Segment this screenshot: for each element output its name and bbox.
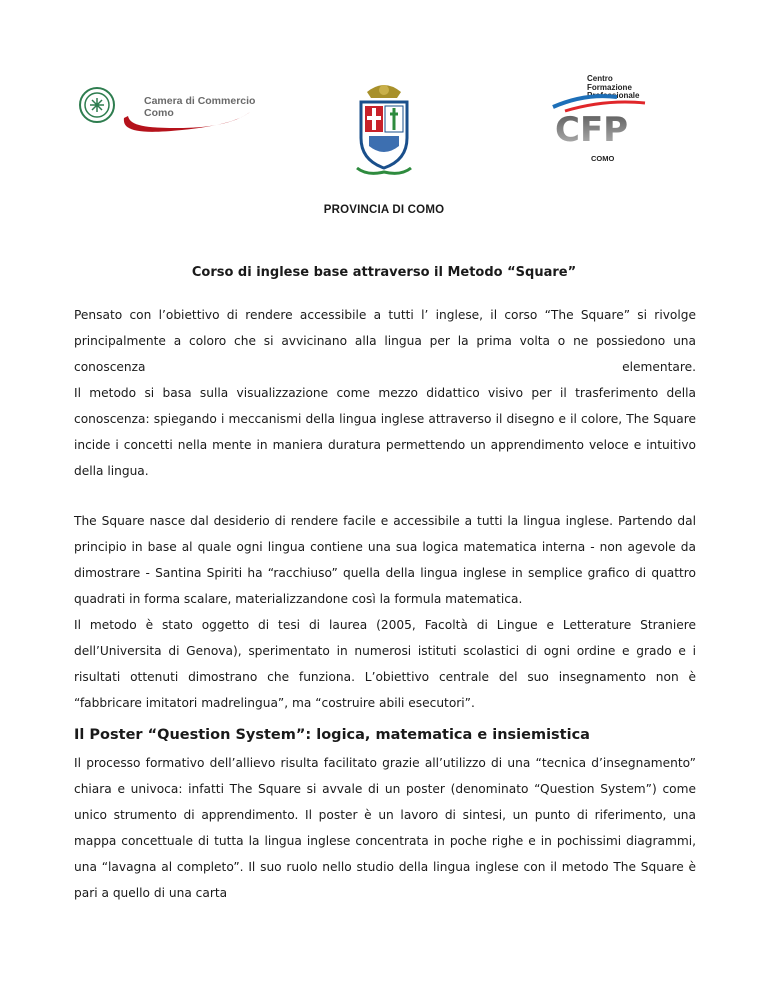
svg-text:CFP: CFP <box>555 110 629 150</box>
camera-swoosh-icon <box>122 110 252 136</box>
provincia-heading: PROVINCIA DI COMO <box>323 204 445 216</box>
cfp-lines: Centro Formazione Professionale <box>587 74 640 100</box>
paragraph-gap <box>74 484 696 508</box>
cfp-mark-icon <box>545 89 660 153</box>
document-body <box>74 302 696 906</box>
section-heading: Il Poster “Question System”: logica, matematica e insiemistica <box>74 727 590 743</box>
paragraph-poster: Il processo formativo dell’allievo risulta facilitato grazie all’utilizzo di una “tecnica d’insegnamento” chiara e univoca: infatti The Square si avvale di un poster (denominato “Question System”) come unico strumento di apprendimento. Il poster è un lavoro di sintesi, un punto di riferimento, una mappa concettuale di tutta la lingua inglese concentrata in poche righe e in pochissimi diagrammi, una “lavagna al completo”. Il suo ruolo nello studio della lingua inglese con il metodo The Square è pari a quello di una carta <box>74 756 696 900</box>
paragraph-intro: Pensato con l’obiettivo di rendere accessibile a tutti l’ inglese, il corso “The Square” si rivolge principalmente a coloro che si avvicinano alla lingua per la prima volta o ne possiedono una conoscenza elementare. <box>74 308 696 374</box>
camera-seal-icon <box>78 86 116 124</box>
paragraph-origin: The Square nasce dal desiderio di rendere facile e accessibile a tutti la lingua inglese. Partendo dal principio in base al quale ogni lingua contiene una sua logica matematica interna - non agevole da dimostrare - Santina Spiriti ha “racchiuso” quella della lingua inglese in semplice grafico di quattro quadrati in forma scalare, materializzandone così la formula matematica. <box>74 514 696 606</box>
camera-di-commercio-logo <box>78 82 258 138</box>
provincia-crest-icon <box>355 80 413 180</box>
camera-name: Camera di Commercio Como <box>144 95 256 119</box>
cfp-city: COMO <box>591 154 615 163</box>
paragraph-method: Il metodo si basa sulla visualizzazione come mezzo didattico visivo per il trasferimento della conoscenza: spiegando i meccanismi della lingua inglese attraverso il disegno e il colore, The Square incide i concetti nella mente in maniera duratura permettendo un apprendimento veloce e intuitivo della lingua. <box>74 386 696 478</box>
paragraph-thesis: Il metodo è stato oggetto di tesi di laurea (2005, Facoltà di Lingue e Letterature Straniere dell’Universita di Genova), sperimentato in numerosi istituti scolastici di ogni ordine e grado e i risultati ottenuti dimostrano che funziona. L’obiettivo centrale del suo insegnamento non è “fabbricare imitatori madrelingua”, ma “costruire abili esecutori”. <box>74 618 696 710</box>
document-title: Corso di inglese base attraverso il Metodo “Square” <box>191 265 577 280</box>
cfp-logo <box>545 75 660 170</box>
